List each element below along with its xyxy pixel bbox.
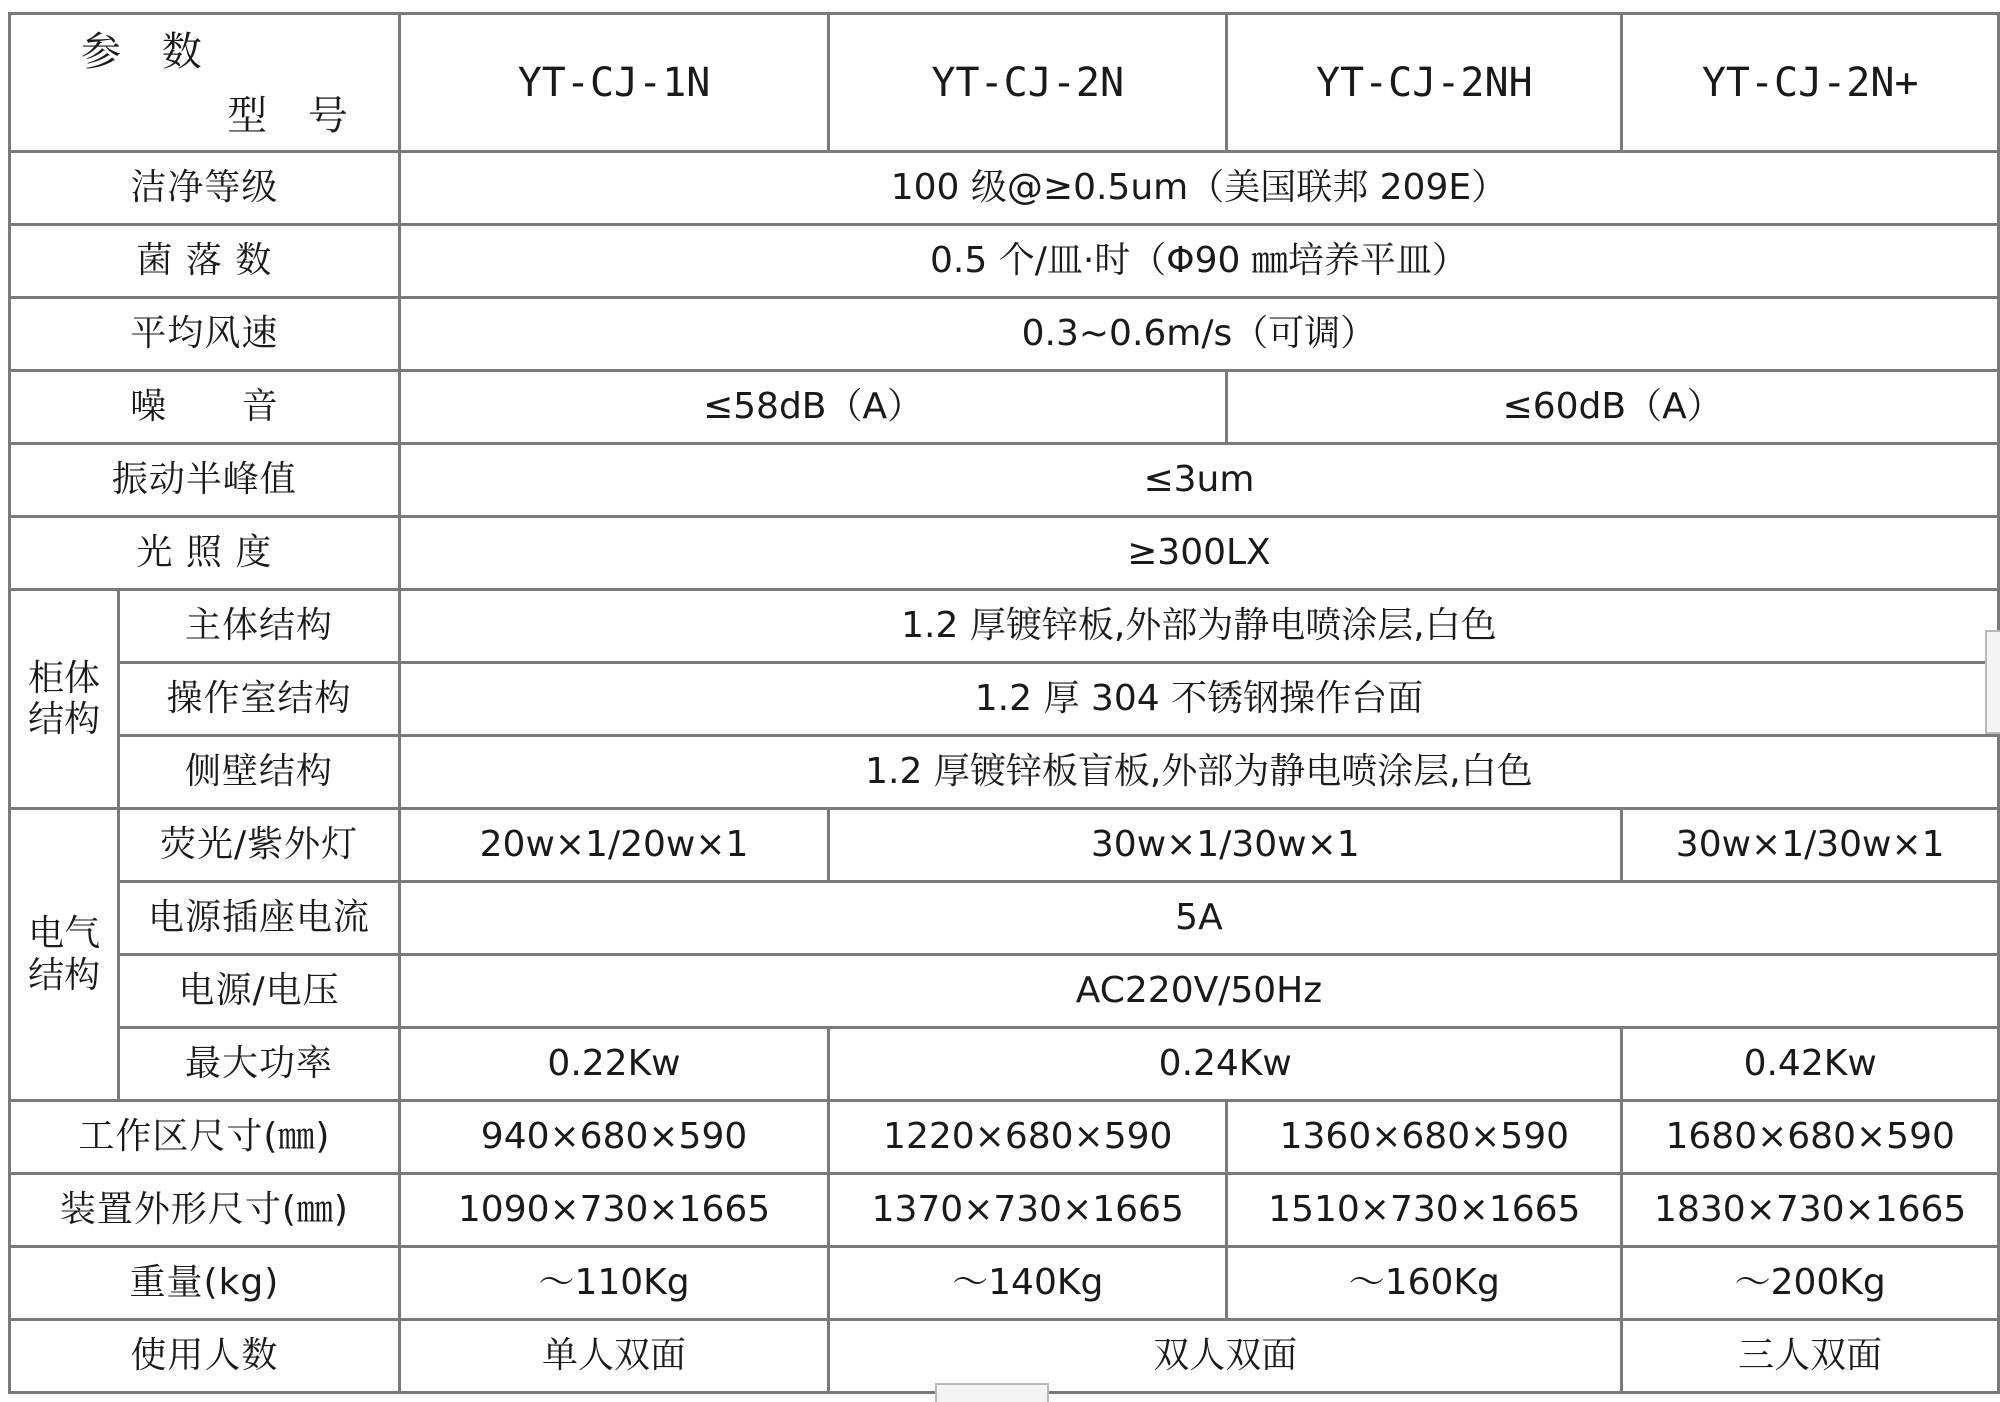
main-structure-value: 1.2 厚镀锌板,外部为静电喷涂层,白色 [399, 590, 1998, 663]
work-area-value: 1220×680×590 [829, 1101, 1227, 1174]
lamp-value-2n: 30w×1/30w×1 [829, 809, 1622, 882]
model-header: YT-CJ-2NH [1227, 14, 1622, 152]
sheet-edge-tab[interactable] [935, 1383, 1049, 1402]
scroll-edge-tab[interactable] [1985, 630, 2000, 734]
table-row [10, 736, 1999, 809]
side-structure-value: 1.2 厚镀锌板盲板,外部为静电喷涂层,白色 [399, 736, 1998, 809]
weight-value: ～140Kg [829, 1247, 1227, 1320]
table-row [10, 371, 1999, 444]
table-row [10, 298, 1999, 371]
noise-value-b: ≤60dB（A） [1227, 371, 1999, 444]
vibration-value: ≤3um [399, 444, 1998, 517]
cleanliness-value: 100 级@≥0.5um（美国联邦 209E） [399, 152, 1998, 225]
row-label-outer-size: 装置外形尺寸(㎜) [10, 1174, 400, 1247]
table-row [10, 225, 1999, 298]
table-row [10, 809, 1999, 882]
header-row [10, 14, 1999, 152]
outer-size-value: 1090×730×1665 [399, 1174, 828, 1247]
row-label-lamp: 荧光/紫外灯 [119, 809, 400, 882]
table-row [10, 444, 1999, 517]
socket-current-value: 5A [399, 882, 1998, 955]
row-label-side-structure: 侧壁结构 [119, 736, 400, 809]
users-value-1n: 单人双面 [399, 1320, 828, 1393]
table-row [10, 1101, 1999, 1174]
weight-value: ～160Kg [1227, 1247, 1622, 1320]
max-power-value-2n: 0.24Kw [829, 1028, 1622, 1101]
row-label-socket-current: 电源插座电流 [119, 882, 400, 955]
row-label-illuminance: 光 照 度 [10, 517, 400, 590]
airspeed-value: 0.3~0.6m/s（可调） [399, 298, 1998, 371]
header-corner-cell [10, 14, 400, 152]
row-label-cleanliness: 洁净等级 [10, 152, 400, 225]
lamp-value-2nplus: 30w×1/30w×1 [1622, 809, 1999, 882]
users-value-2nplus: 三人双面 [1622, 1320, 1999, 1393]
row-label-vibration: 振动半峰值 [10, 444, 400, 517]
row-label-weight: 重量(kg) [10, 1247, 400, 1320]
row-label-max-power: 最大功率 [119, 1028, 400, 1101]
table-row [10, 1320, 1999, 1393]
model-header: YT-CJ-2N [829, 14, 1227, 152]
table-row [10, 663, 1999, 736]
weight-value: ～200Kg [1622, 1247, 1999, 1320]
work-area-value: 1680×680×590 [1622, 1101, 1999, 1174]
outer-size-value: 1510×730×1665 [1227, 1174, 1622, 1247]
table-row [10, 590, 1999, 663]
row-label-colony: 菌 落 数 [10, 225, 400, 298]
max-power-value-1n: 0.22Kw [399, 1028, 828, 1101]
table-row [10, 1028, 1999, 1101]
outer-size-value: 1830×730×1665 [1622, 1174, 1999, 1247]
model-label: 型 号 [227, 92, 362, 139]
group-label-cabinet: 柜体 结构 [10, 590, 119, 809]
power-voltage-value: AC220V/50Hz [399, 955, 1998, 1028]
colony-value: 0.5 个/皿·时（Φ90 ㎜培养平皿） [399, 225, 1998, 298]
table-row [10, 152, 1999, 225]
lamp-value-1n: 20w×1/20w×1 [399, 809, 828, 882]
work-area-value: 1360×680×590 [1227, 1101, 1622, 1174]
spec-table [8, 12, 2000, 1394]
row-label-users: 使用人数 [10, 1320, 400, 1393]
table-row [10, 955, 1999, 1028]
table-row [10, 1174, 1999, 1247]
table-row [10, 882, 1999, 955]
illuminance-value: ≥300LX [399, 517, 1998, 590]
param-label: 参 数 [81, 28, 216, 75]
row-label-airspeed: 平均风速 [10, 298, 400, 371]
chamber-structure-value: 1.2 厚 304 不锈钢操作台面 [399, 663, 1998, 736]
table-row [10, 517, 1999, 590]
outer-size-value: 1370×730×1665 [829, 1174, 1227, 1247]
spec-sheet [8, 12, 2000, 1394]
model-header: YT-CJ-2N+ [1622, 14, 1999, 152]
table-row [10, 1247, 1999, 1320]
row-label-chamber-structure: 操作室结构 [119, 663, 400, 736]
row-label-power-voltage: 电源/电压 [119, 955, 400, 1028]
row-label-noise: 噪 音 [10, 371, 400, 444]
group-label-electrical: 电气 结构 [10, 809, 119, 1101]
weight-value: ～110Kg [399, 1247, 828, 1320]
max-power-value-2nplus: 0.42Kw [1622, 1028, 1999, 1101]
noise-value-a: ≤58dB（A） [399, 371, 1226, 444]
work-area-value: 940×680×590 [399, 1101, 828, 1174]
row-label-work-area: 工作区尺寸(㎜) [10, 1101, 400, 1174]
users-value-2n: 双人双面 [829, 1320, 1622, 1393]
row-label-main-structure: 主体结构 [119, 590, 400, 663]
model-header: YT-CJ-1N [399, 14, 828, 152]
